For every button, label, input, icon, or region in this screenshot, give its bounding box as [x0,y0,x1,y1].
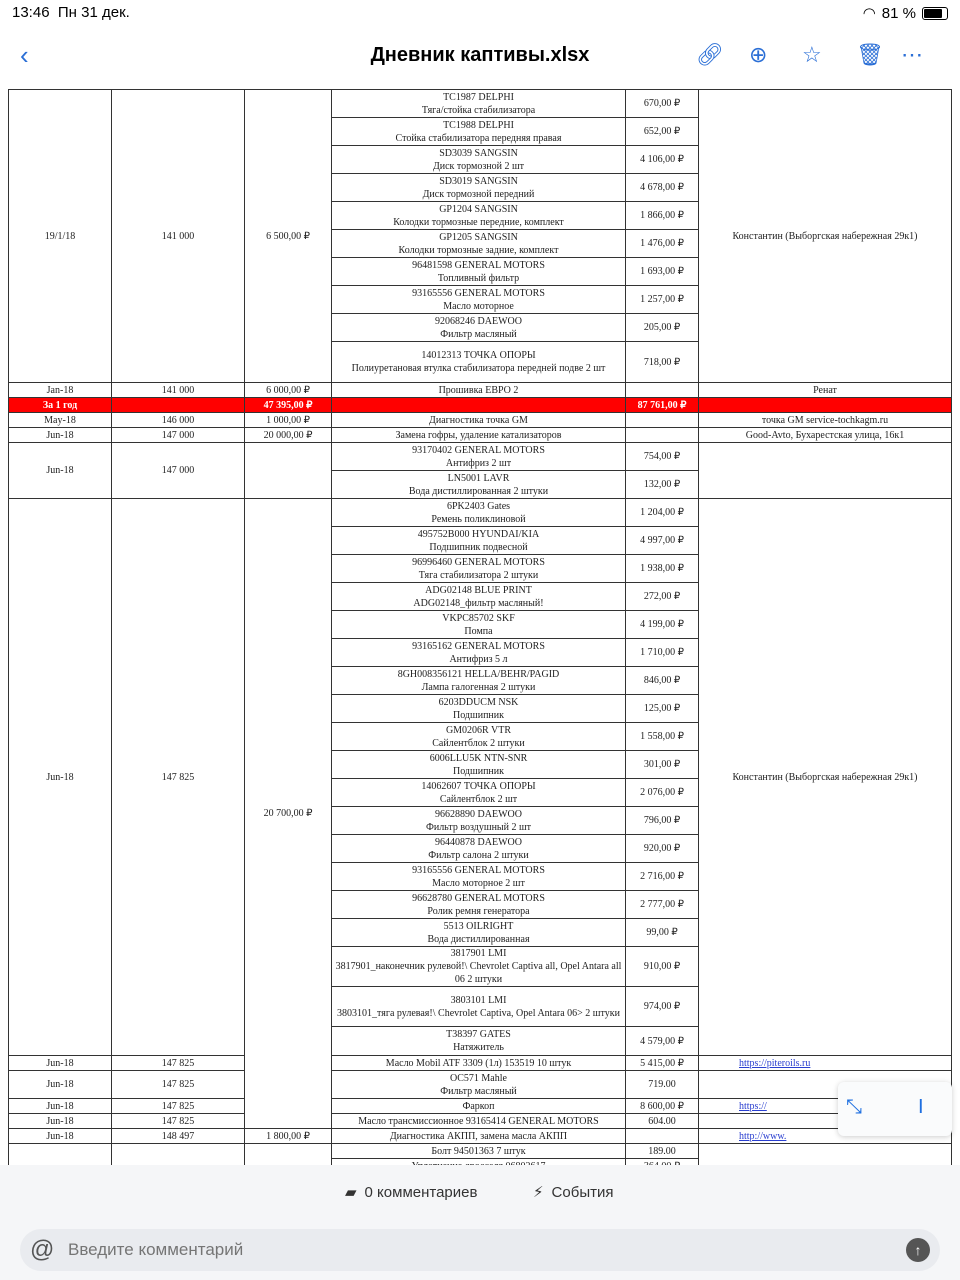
part-cell[interactable] [332,1114,626,1129]
table-row [9,413,952,428]
part-description: Сайлентблок 2 штуки [432,737,525,749]
part-description: Ремень поликлиновой [431,513,526,525]
download-icon[interactable]: ⊕ [749,42,768,67]
spreadsheet[interactable] [8,89,951,1165]
part-description: Топливный фильтр [437,272,520,284]
price-cell[interactable] [626,428,699,443]
price-cell[interactable]: 4 997,00 ₽ [626,527,699,555]
part-cell[interactable] [332,863,626,891]
price-cell[interactable] [626,1129,699,1144]
part-description: Ролик ремня генератора [427,905,530,917]
part-title: 92068246 DAEWOO [435,315,522,327]
part-description: ADG02148_фильтр масляный! [413,597,544,609]
contractor-cell[interactable]: Константин (Выборгская набережная 29к1) [699,499,952,1056]
mileage-cell[interactable]: 146 000 [112,413,245,428]
part-description: Антифриз 5 л [449,653,508,665]
part-title: VKPC85702 SKF [442,612,515,624]
nav-bar [0,30,960,85]
part-description: Фильтр масляный [440,328,517,340]
price-cell[interactable]: 920,00 ₽ [626,835,699,863]
table-row [9,443,952,471]
part-title: TC1987 DELPHI [443,91,514,103]
battery-icon [922,7,948,20]
price-cell[interactable]: 1 938,00 ₽ [626,555,699,583]
part-cell[interactable] [332,118,626,146]
part-description: Колодки тормозные задние, комплект [398,244,559,256]
part-cell[interactable] [332,90,626,118]
price-cell[interactable]: 1 693,00 ₽ [626,258,699,286]
part-description: Колодки тормозные передние, комплект [393,216,564,228]
status-time: 13:46 Пн 31 дек. [12,4,130,21]
part-cell[interactable] [332,413,626,428]
date-cell[interactable]: Jun-18 [9,1099,112,1114]
part-title: Прошивка ЕВРО 2 [438,384,519,396]
part-description: Антифриз 2 шт [445,457,512,469]
mileage-cell[interactable]: 147 000 [112,443,245,499]
part-cell[interactable] [332,383,626,398]
part-title: OC571 Mahle [450,1072,507,1084]
part-cell[interactable] [332,919,626,947]
part-title: GP1204 SANGSIN [439,203,518,215]
price-cell[interactable]: 604.00 [626,1114,699,1129]
part-title: 96440878 DAEWOO [435,836,522,848]
part-cell[interactable] [332,947,626,987]
part-title: 3803101 LMI [450,994,507,1006]
battery-level: 81 % [881,4,916,22]
part-cell[interactable] [332,258,626,286]
part-cell[interactable] [332,555,626,583]
date-cell[interactable]: 19/1/18 [9,90,112,383]
price-cell[interactable]: 4 579,00 ₽ [626,1027,699,1056]
price-cell[interactable]: 2 716,00 ₽ [626,863,699,891]
part-title: LN5001 LAVR [447,472,510,484]
part-title: Диагностика точка GM [429,414,528,426]
part-cell[interactable] [332,667,626,695]
price-cell[interactable]: 1 476,00 ₽ [626,230,699,258]
part-cell[interactable] [332,314,626,342]
contractor-cell[interactable]: Константин (Выборгская набережная 29к1) [699,90,952,383]
part-cell[interactable] [332,695,626,723]
part-cell[interactable] [332,835,626,863]
price-cell[interactable]: 189.00 [626,1144,699,1159]
more-icon[interactable]: ⋯ [901,42,923,67]
file-title: Дневник каптивы.xlsx [370,44,590,66]
part-title: Диагностика АКПП, замена масла АКПП [389,1130,568,1142]
mention-icon[interactable]: @ [30,1236,55,1263]
contractor-link[interactable]: http://www. [739,1130,787,1142]
part-title: 6006LLU5K NTN-SNR [429,752,528,764]
events-button[interactable]: ⚡︎ События [533,1183,614,1201]
table-row [9,1129,952,1144]
mileage-cell[interactable]: 147 825 [112,1099,245,1114]
price-cell[interactable] [626,413,699,428]
text-cursor-icon[interactable]: I [918,1096,924,1118]
part-description: Вода дистиллированная 2 штуки [408,485,549,497]
price-cell[interactable]: 846,00 ₽ [626,667,699,695]
part-description: Натяжитель [453,1042,504,1053]
price-cell[interactable]: 754,00 ₽ [626,443,699,471]
part-title: 6PK2403 Gates [446,500,511,512]
date-cell[interactable]: За 1 год [9,398,112,413]
part-cell[interactable] [332,1099,626,1114]
price-cell[interactable]: 272,00 ₽ [626,583,699,611]
part-title: 96628890 DAEWOO [435,808,522,820]
part-title: 93165162 GENERAL MOTORS [412,640,545,652]
selection-popup [838,1082,952,1136]
price-cell[interactable]: 718,00 ₽ [626,342,699,383]
price-cell[interactable]: 1 866,00 ₽ [626,202,699,230]
mileage-cell[interactable] [112,398,245,413]
part-cell[interactable] [332,527,626,555]
part-title: 495752B000 HYUNDAI/KIA [417,528,540,540]
part-description: Фильтр масляный [440,1085,517,1097]
work-cost-cell[interactable] [245,443,332,499]
price-cell[interactable]: 652,00 ₽ [626,118,699,146]
part-description: Стойка стабилизатора передняя правая [395,132,562,144]
part-cell[interactable] [332,639,626,667]
mileage-cell[interactable]: 141 000 [112,90,245,383]
mileage-cell[interactable]: 147 825 [112,499,245,1056]
mileage-cell[interactable]: 141 000 [112,383,245,398]
part-title: T38397 GATES [446,1029,511,1040]
part-cell[interactable] [332,342,626,383]
wifi-icon: ◠ [862,5,876,22]
service-log-table [8,89,952,1174]
part-title: 6203DDUCM NSK [438,696,519,708]
price-cell[interactable]: 719.00 [626,1071,699,1099]
part-cell[interactable] [332,146,626,174]
part-description: Фильтр воздушный 2 шт [425,821,532,833]
work-cost-cell[interactable]: 1 800,00 ₽ [245,1129,332,1144]
price-cell[interactable]: 4 678,00 ₽ [626,174,699,202]
part-cell[interactable] [332,583,626,611]
part-description: Сайлентблок 2 шт [439,793,518,805]
part-description: Диск тормозной 2 шт [432,160,525,172]
status-bar [0,0,960,26]
link-icon[interactable]: 🔗︎ [696,42,724,67]
star-icon[interactable]: ☆ [802,42,822,67]
date-cell[interactable]: Jun-18 [9,1114,112,1129]
contractor-cell[interactable]: Good-Avto, Бухарестская улица, 16к1 [699,428,952,443]
price-cell[interactable]: 2 777,00 ₽ [626,891,699,919]
part-title: 3817901 LMI [450,948,507,959]
part-title: Фаркоп [462,1100,495,1112]
work-cost-cell[interactable]: 20 700,00 ₽ [245,499,332,1129]
part-description: Масло моторное [443,300,514,312]
price-cell[interactable]: 5 415,00 ₽ [626,1056,699,1071]
part-cell[interactable] [332,611,626,639]
table-row [9,428,952,443]
part-title: GM0206R VTR [445,724,512,736]
mileage-cell[interactable]: 147 000 [112,428,245,443]
part-title: 93170402 GENERAL MOTORS [412,444,545,456]
part-description: Подшипник подвесной [429,541,528,553]
date-cell[interactable]: Jun-18 [9,428,112,443]
price-cell[interactable] [626,383,699,398]
part-title: SD3039 SANGSIN [439,147,518,159]
date-cell[interactable]: Jan-18 [9,383,112,398]
part-cell[interactable] [332,398,626,413]
table-row [9,90,952,118]
part-cell[interactable] [332,230,626,258]
price-cell[interactable]: 974,00 ₽ [626,987,699,1027]
mileage-cell[interactable]: 148 497 [112,1129,245,1144]
bolt-icon: ⚡︎ [533,1184,544,1201]
part-title: GP1205 SANGSIN [439,231,518,243]
part-title: Болт 94501363 7 штук [431,1145,526,1157]
part-description: Масло моторное 2 шт [432,877,525,889]
part-title: 8GH008356121 HELLA/BEHR/PAGID [397,668,560,680]
work-cost-cell[interactable]: 6 000,00 ₽ [245,383,332,398]
price-cell[interactable]: 99,00 ₽ [626,919,699,947]
mileage-cell[interactable]: 147 825 [112,1114,245,1129]
part-title: Масло трансмиссионное 93165414 GENERAL MOTORS [358,1115,599,1127]
date-cell[interactable]: Jun-18 [9,1071,112,1099]
date-cell[interactable]: Jun-18 [9,1129,112,1144]
part-cell[interactable] [332,1027,626,1056]
part-description: Тяга стабилизатора 2 штуки [418,569,539,581]
part-cell[interactable] [332,499,626,527]
part-description: Подшипник [453,709,504,721]
comments-button[interactable]: ▰ 0 комментариев [345,1183,478,1201]
part-title: 93165556 GENERAL MOTORS [412,287,545,299]
part-cell[interactable] [332,1056,626,1071]
part-cell[interactable] [332,286,626,314]
part-title: 96628780 GENERAL MOTORS [412,892,545,904]
part-description: Вода дистиллированная [427,933,530,945]
collapse-icon[interactable]: ⤡ [846,1096,862,1118]
part-title: Масло Mobil ATF 3309 (1л) 153519 10 штук [385,1057,572,1069]
part-description: Полиуретановая втулка стабилизатора передней подве 2 шт [351,363,606,374]
part-cell[interactable] [332,202,626,230]
trash-icon[interactable]: 🗑︎ [856,42,884,67]
work-cost-cell[interactable]: 6 500,00 ₽ [245,90,332,383]
table-row [9,1071,952,1099]
work-cost-cell[interactable]: 1 000,00 ₽ [245,413,332,428]
date-cell[interactable]: Jun-18 [9,499,112,1056]
mileage-cell[interactable]: 147 825 [112,1071,245,1099]
work-cost-cell[interactable]: 47 395,00 ₽ [245,398,332,413]
date-cell[interactable]: Jun-18 [9,1056,112,1071]
price-cell[interactable]: 4 106,00 ₽ [626,146,699,174]
price-cell[interactable]: 4 199,00 ₽ [626,611,699,639]
table-row [9,1144,952,1159]
price-cell[interactable]: 1 710,00 ₽ [626,639,699,667]
part-title: 14062607 ТОЧКА ОПОРЫ [421,780,536,792]
price-cell[interactable]: 87 761,00 ₽ [626,398,699,413]
price-cell[interactable]: 2 076,00 ₽ [626,779,699,807]
mileage-cell[interactable]: 147 825 [112,1056,245,1071]
part-cell[interactable] [332,471,626,499]
price-cell[interactable]: 1 257,00 ₽ [626,286,699,314]
part-cell[interactable] [332,1071,626,1099]
price-cell[interactable]: 132,00 ₽ [626,471,699,499]
part-title: 5513 OILRIGHT [443,920,514,932]
part-description: Подшипник [453,765,504,777]
part-title: TC1988 DELPHI [443,119,514,131]
part-cell[interactable] [332,1144,626,1159]
part-cell[interactable] [332,723,626,751]
comment-input[interactable] [68,1229,868,1271]
price-cell[interactable]: 670,00 ₽ [626,90,699,118]
part-description: 3803101_тяга рулевая!\ Chevrolet Captiva, Opel Antara 06> 2 штуки [337,1007,620,1019]
date-cell[interactable]: May-18 [9,413,112,428]
part-cell[interactable] [332,174,626,202]
contractor-cell[interactable]: Ренат [699,383,952,398]
contractor-cell[interactable] [699,398,952,413]
part-title: 96481598 GENERAL MOTORS [412,259,545,271]
part-cell[interactable] [332,987,626,1027]
part-cell[interactable] [332,779,626,807]
date-cell[interactable]: Jun-18 [9,443,112,499]
part-title: Замена гофры, удаление катализаторов [395,429,562,441]
part-title: 96996460 GENERAL MOTORS [412,556,545,568]
part-cell[interactable] [332,443,626,471]
table-row [9,1099,952,1114]
price-cell[interactable]: 8 600,00 ₽ [626,1099,699,1114]
part-description: 3817901_наконечник рулевой!\ Chevrolet Captiva all, Opel Antara all 06 2 штуки [335,961,622,985]
price-cell[interactable]: 301,00 ₽ [626,751,699,779]
part-description: Фильтр салона 2 штуки [428,849,529,861]
work-cost-cell[interactable]: 20 000,00 ₽ [245,428,332,443]
part-description: Помпа [464,625,493,637]
part-title: ADG02148 BLUE PRINT [425,584,532,596]
table-row [9,499,952,527]
table-row [9,1114,952,1129]
contractor-link[interactable]: https://piteroils.ru [739,1057,811,1069]
contractor-cell[interactable] [699,443,952,499]
table-row [9,383,952,398]
part-title: 14012313 ТОЧКА ОПОРЫ [421,350,536,361]
contractor-cell [699,1056,952,1071]
part-cell[interactable] [332,891,626,919]
price-cell[interactable]: 1 558,00 ₽ [626,723,699,751]
total-row [9,398,952,413]
part-description: Тяга/стойка стабилизатора [421,104,536,116]
part-cell[interactable] [332,807,626,835]
part-title: SD3019 SANGSIN [439,175,518,187]
table-row [9,1056,952,1071]
price-cell[interactable]: 205,00 ₽ [626,314,699,342]
price-cell[interactable]: 910,00 ₽ [626,947,699,987]
back-icon[interactable]: ‹ [20,40,29,70]
contractor-cell[interactable]: точка GM service-tochkagm.ru [699,413,952,428]
price-cell[interactable]: 1 204,00 ₽ [626,499,699,527]
part-title: 93165556 GENERAL MOTORS [412,864,545,876]
contractor-link[interactable]: https:// [739,1100,767,1112]
send-icon[interactable]: ↑ [906,1238,930,1262]
part-cell[interactable] [332,428,626,443]
price-cell[interactable]: 796,00 ₽ [626,807,699,835]
comment-icon: ▰ [345,1184,357,1201]
comments-bar [0,1165,960,1280]
part-description: Диск тормозной передний [422,188,535,200]
comment-box [20,1229,940,1271]
part-cell[interactable] [332,751,626,779]
part-cell[interactable] [332,1129,626,1144]
part-description: Лампа галогенная 2 штуки [421,681,536,693]
price-cell[interactable]: 125,00 ₽ [626,695,699,723]
